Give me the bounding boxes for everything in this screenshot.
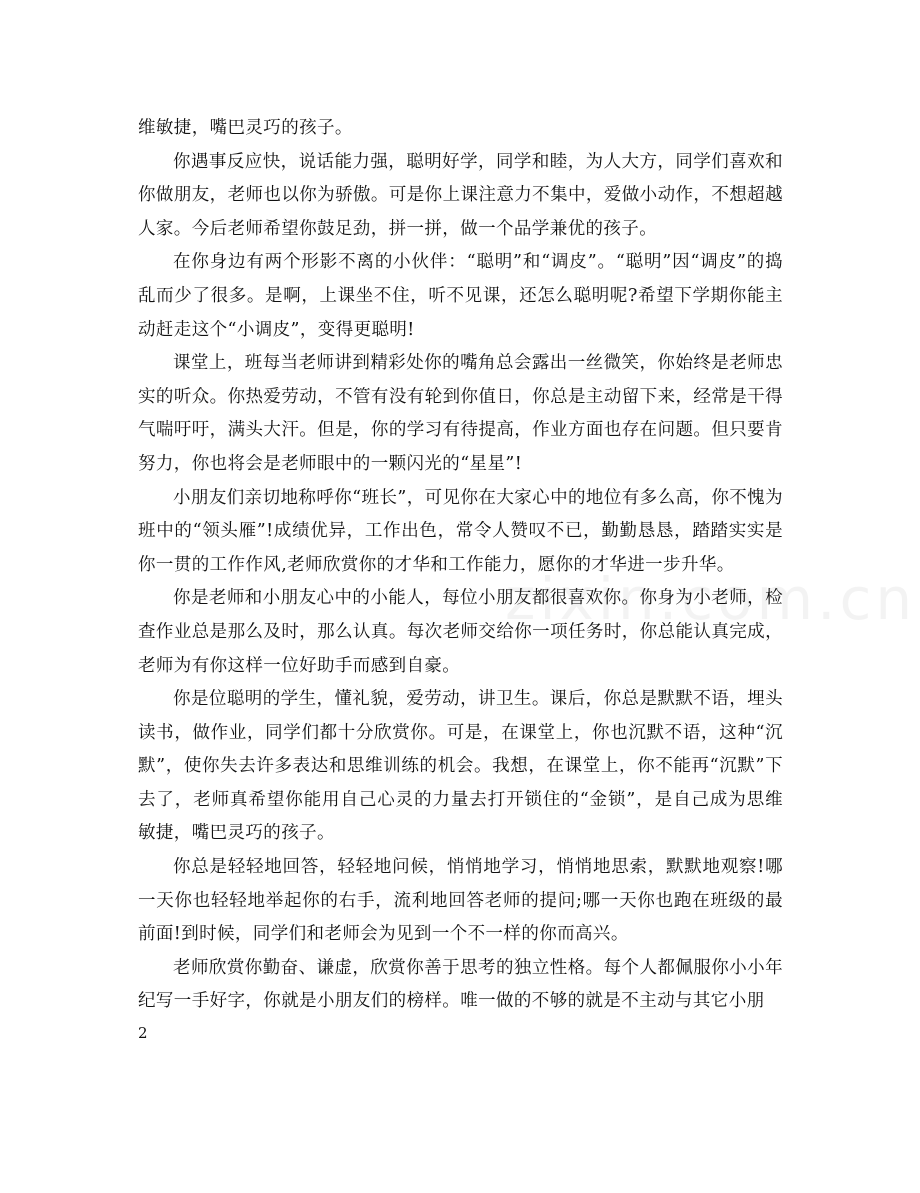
paragraph: 你是老师和小朋友心中的小能人，每位小朋友都很喜欢你。你身为小老师，检查作业总是那么及时，那么认真。每次老师交给你一项任务时，你总能认真完成，老师为有你这样一位好助手而感到自豪。 bbox=[138, 588, 783, 676]
page-number: 2 bbox=[138, 1024, 148, 1042]
paragraph: 你遇事反应快，说话能力强，聪明好学，同学和睦，为人大方，同学们喜欢和你做朋友，老师也以你为骄傲。可是你上课注意力不集中，爱做小动作，不想超越人家。今后老师希望你鼓足劲，拼一拼，做一个品学兼优的孩子。 bbox=[138, 151, 783, 239]
paragraph: 你总是轻轻地回答，轻轻地问候，悄悄地学习，悄悄地思索，默默地观察!哪一天你也轻轻地举起你的右手，流利地回答老师的提问;哪一天你也跑在班级的最前面!到时候，同学们和老师会为见到一个不一样的你而高兴。 bbox=[138, 857, 783, 945]
document-body bbox=[138, 112, 783, 1019]
paragraph: 你是位聪明的学生，懂礼貌，爱劳动，讲卫生。课后，你总是默默不语，埋头读书，做作业，同学们都十分欣赏你。可是，在课堂上，你也沉默不语，这种“沉默”，使你失去许多表达和思维训练的机会。我想，在课堂上，你不能再“沉默”下去了，老师真希望你能用自己心灵的力量去打开锁住的“金锁”，是自己成为思维敏捷，嘴巴灵巧的孩子。 bbox=[138, 689, 783, 844]
paragraph: 小朋友们亲切地称呼你“班长”，可见你在大家心中的地位有多么高，你不愧为班中的“领头雁”!成绩优异，工作出色，常令人赞叹不已，勤勤恳恳，踏踏实实是你一贯的工作作风,老师欣赏你的才华和工作能力，愿你的才华进一步升华。 bbox=[138, 487, 783, 575]
paragraph: 课堂上，班每当老师讲到精彩处你的嘴角总会露出一丝微笑，你始终是老师忠实的听众。你热爱劳动，不管有没有轮到你值日，你总是主动留下来，经常是干得气喘吁吁，满头大汗。但是，你的学习有待提高，作业方面也存在问题。但只要肯努力，你也将会是老师眼中的一颗闪光的“星星”! bbox=[138, 353, 783, 474]
paragraph-continuation: 维敏捷，嘴巴灵巧的孩子。 bbox=[138, 118, 353, 138]
paragraph: 在你身边有两个形影不离的小伙伴：“聪明”和“调皮”。“聪明”因“调皮”的捣乱而少了很多。是啊，上课坐不住，听不见课，还怎么聪明呢?希望下学期你能主动赶走这个“小调皮”，变得更聪明! bbox=[138, 252, 783, 340]
paragraph: 老师欣赏你勤奋、谦虚，欣赏你善于思考的独立性格。每个人都佩服你小小年纪写一手好字，你就是小朋友们的榜样。唯一做的不够的就是不主动与其它小朋 bbox=[138, 957, 783, 1012]
